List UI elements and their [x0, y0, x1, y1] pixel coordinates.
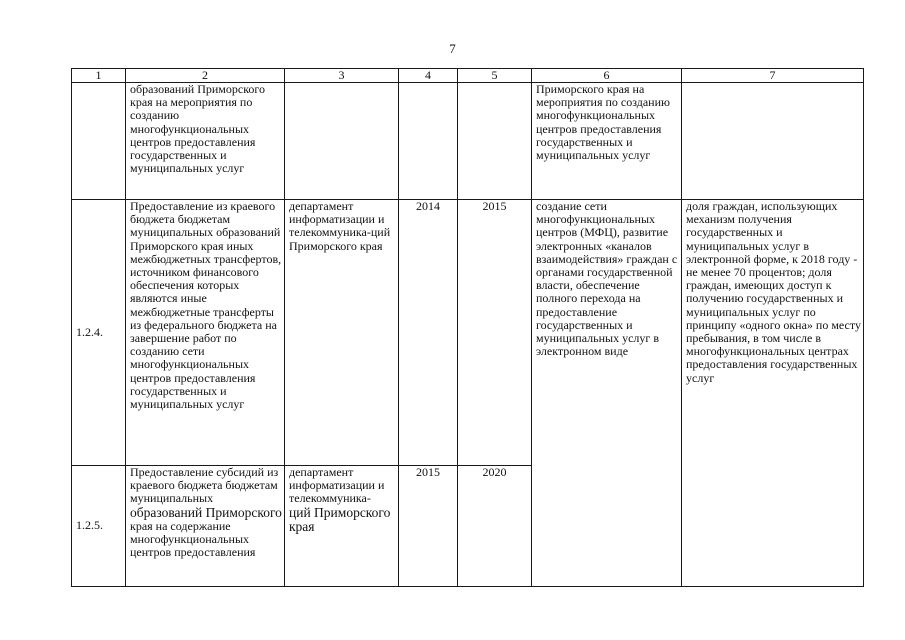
cell-empty — [682, 83, 864, 200]
header-col-2: 2 — [126, 69, 285, 83]
continuation-row — [72, 83, 864, 200]
executor-text: департамент информатизации и телекоммуника- — [289, 465, 385, 506]
end-year: 2020 — [458, 466, 532, 587]
start-year: 2015 — [399, 466, 458, 587]
continuation-activity: образований Приморского края на мероприятия по созданию многофункциональных центров предоставления государственных и муниципальных услуг — [126, 83, 285, 200]
activity-text: края на содержание многофункциональных центров предоставления — [130, 518, 256, 560]
expected-result-cell: создание сети многофункциональных центров (МФЦ), развитие электронных «каналов взаимодействия» граждан с органами государственной власти, обеспечение полного перехода на предоставление государственных и муниципальных услуг в электронном виде — [532, 200, 682, 587]
executor-cell: департамент информатизации и телекоммуника-ций Приморского края — [285, 200, 399, 466]
header-col-4: 4 — [399, 69, 458, 83]
row-number: 1.2.5. — [72, 466, 126, 587]
header-col-1: 1 — [72, 69, 126, 83]
end-year: 2015 — [458, 200, 532, 466]
table-row — [72, 200, 864, 466]
cell-empty — [458, 83, 532, 200]
header-col-6: 6 — [532, 69, 682, 83]
header-col-3: 3 — [285, 69, 399, 83]
header-row — [72, 69, 864, 83]
cell-empty — [72, 83, 126, 200]
program-table — [71, 68, 864, 587]
executor-cell — [285, 466, 399, 587]
page-number: 7 — [449, 41, 456, 56]
activity-cell — [126, 466, 285, 587]
header-col-7: 7 — [682, 69, 864, 83]
activity-text-large: образований Приморского — [130, 504, 282, 520]
cell-empty — [285, 83, 399, 200]
activity-text: Предоставление субсидий из краевого бюджета бюджетам муниципальных — [130, 465, 279, 506]
indicator-cell: доля граждан, использующих механизм получения государственных и муниципальных услуг в электронной форме, к 2018 году - не менее 70 процентов; доля граждан, имеющих доступ к получению государственных и муниципальных услуг по принципу «одного окна» по месту пребывания, в том числе в многофункциональных центрах предоставления государственных услуг — [682, 200, 864, 587]
start-year: 2014 — [399, 200, 458, 466]
executor-text-large: ций Приморского края — [289, 504, 391, 534]
header-col-5: 5 — [458, 69, 532, 83]
activity-cell: Предоставление из краевого бюджета бюджетам муниципальных образований Приморского края иных межбюджетных трансфертов, источником финансового обеспечения которых являются иные межбюджетные трансферты из федерального бюджета на завершение работ по созданию сети многофункциональных центров предоставления государственных и муниципальных услуг — [126, 200, 285, 466]
row-number: 1.2.4. — [72, 200, 126, 466]
continuation-result: Приморского края на мероприятия по созданию многофункциональных центров предоставления государственных и муниципальных услуг — [532, 83, 682, 200]
cell-empty — [399, 83, 458, 200]
